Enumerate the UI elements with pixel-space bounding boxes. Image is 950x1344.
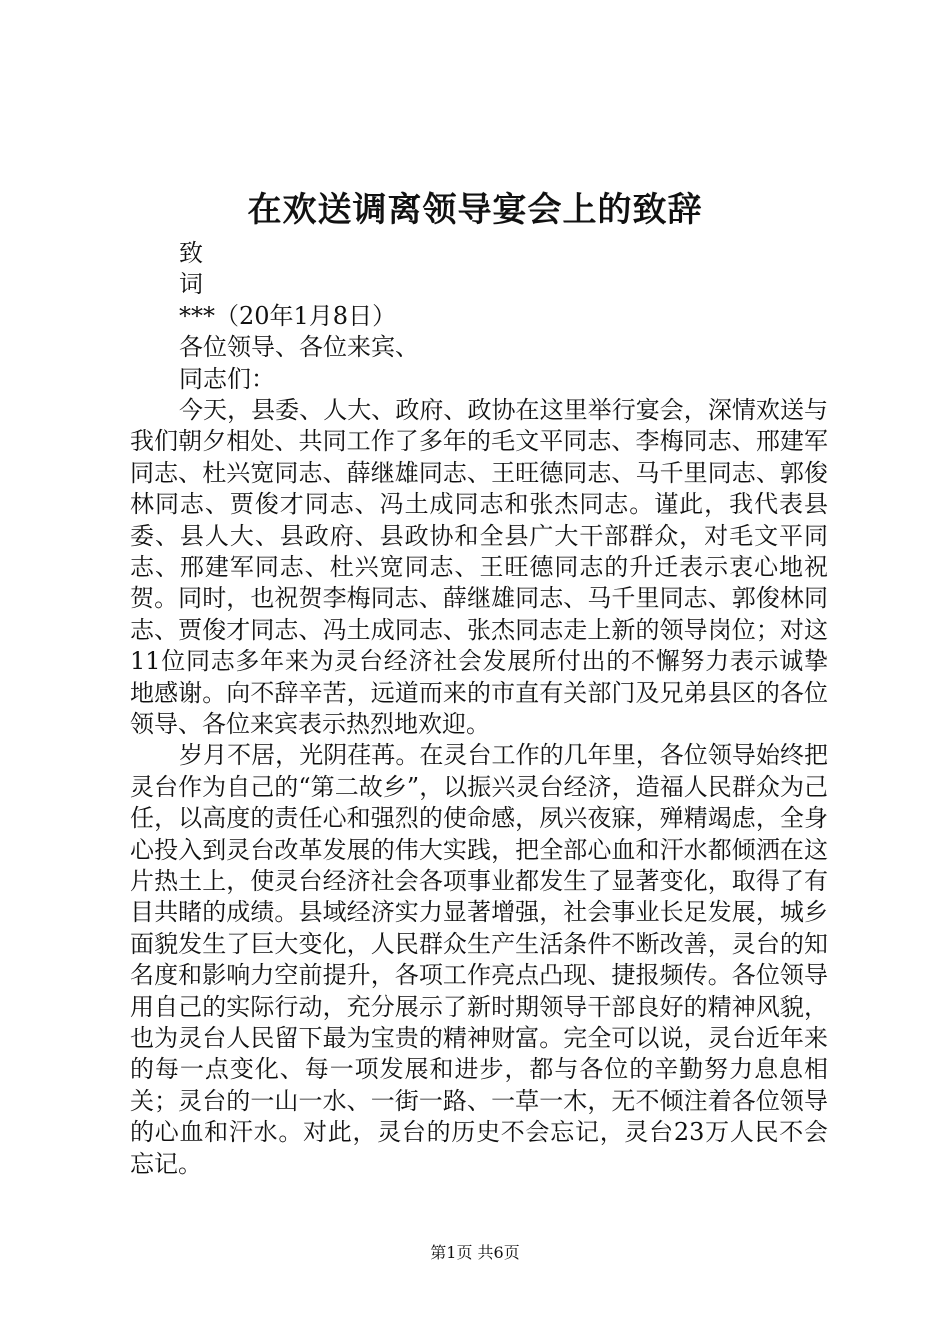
document-body: [130, 238, 828, 1180]
date-line: ***（20年1月8日）: [179, 301, 397, 330]
heading-line-1: 致: [179, 239, 203, 267]
salutation-line-1: 各位领导、各位来宾、: [179, 333, 419, 362]
heading-line-2: 词: [179, 270, 203, 299]
document-title: 在欢送调离领导宴会上的致辞: [247, 190, 703, 230]
paragraph-1: 今天，县委、人大、政府、政协在这里举行宴会，深情欢送与我们朝夕相处、共同工作了多年的毛文平同志、李梅同志、邢建军同志、杜兴宽同志、薛继雄同志、王旺德同志、马千里同志、郭俊林同志、贾俊才同志、冯土成同志和张杰同志。谨此，我代表县委、县人大、县政府、县政协和全县广大干部群众，对毛文平同志、邢建军同志、杜兴宽同志、王旺德同志的升迁表示衷心地祝贺。同时，也祝贺李梅同志、薛继雄同志、马千里同志、郭俊林同志、贾俊才同志、冯土成同志、张杰同志走上新的领导岗位；对这11位同志多年来为灵台经济社会发展所付出的不懈努力表示诚挚地感谢。向不辞辛苦，远道而来的市直有关部门及兄弟县区的各位领导、各位来宾表示热烈地欢迎。: [130, 395, 828, 739]
page-number-footer: 第1页 共6页: [430, 1243, 520, 1262]
paragraph-2: 岁月不居，光阴荏苒。在灵台工作的几年里，各位领导始终把灵台作为自己的“第二故乡”，以振兴灵台经济，造福人民群众为己任，以高度的责任心和强烈的使命感，夙兴夜寐，殚精竭虑，全身心投入到灵台改革发展的伟大实践，把全部心血和汗水都倾洒在这片热土上，使灵台经济社会各项事业都发生了显著变化，取得了有目共睹的成绩。县域经济实力显著增强，社会事业长足发展，城乡面貌发生了巨大变化，人民群众生产生活条件不断改善，灵台的知名度和影响力空前提升，各项工作亮点凸现、捷报频传。各位领导用自己的实际行动，充分展示了新时期领导干部良好的精神风貌，也为灵台人民留下最为宝贵的精神财富。完全可以说，灵台近年来的每一点变化、每一项发展和进步，都与各位的辛勤努力息息相关；灵台的一山一水、一街一路、一草一木，无不倾注着各位领导的心血和汗水。对此，灵台的历史不会忘记，灵台23万人民不会忘记。: [130, 741, 828, 1178]
salutation-line-2: 同志们：: [179, 364, 275, 393]
